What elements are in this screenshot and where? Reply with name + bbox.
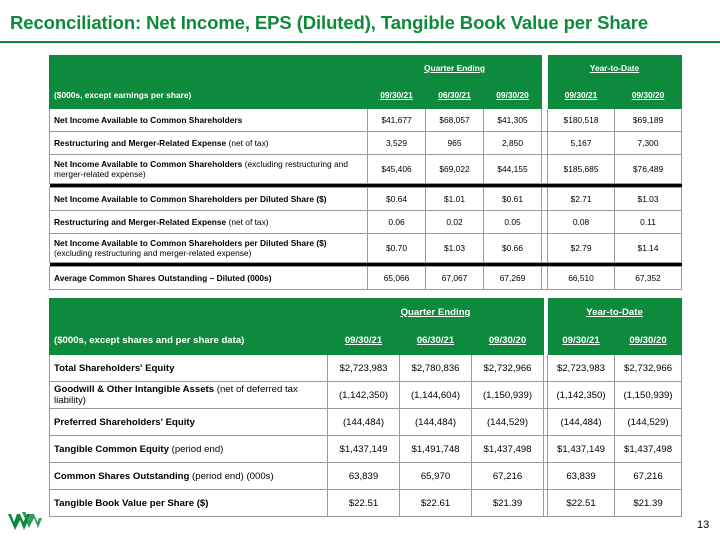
table2-col-header: 09/30/20 bbox=[472, 326, 544, 355]
table-cell: $1.03 bbox=[615, 188, 682, 211]
table2-col-header: 06/30/21 bbox=[400, 326, 472, 355]
table2-col-header: 09/30/21 bbox=[548, 326, 615, 355]
table-cell: $2,780,836 bbox=[400, 355, 472, 382]
table-cell: 63,839 bbox=[328, 463, 400, 490]
table-cell: $1,437,149 bbox=[548, 436, 615, 463]
row-label: Total Shareholders' Equity bbox=[50, 355, 328, 382]
table-cell: $44,155 bbox=[484, 155, 542, 184]
table-cell: 67,269 bbox=[484, 267, 542, 290]
table-cell: $1,437,149 bbox=[328, 436, 400, 463]
table-cell: $41,677 bbox=[368, 109, 426, 132]
table-cell: $1,491,748 bbox=[400, 436, 472, 463]
table-cell: $22.51 bbox=[328, 490, 400, 517]
table-cell: (144,529) bbox=[615, 409, 682, 436]
table-cell: $2,723,983 bbox=[548, 355, 615, 382]
table-cell: 67,216 bbox=[615, 463, 682, 490]
table-cell: 67,216 bbox=[472, 463, 544, 490]
table-row bbox=[50, 155, 682, 184]
table-cell: $1.14 bbox=[615, 234, 682, 263]
table-cell: $41,305 bbox=[484, 109, 542, 132]
row-label: Average Common Shares Outstanding – Diluted (000s) bbox=[50, 267, 368, 290]
table1-column-header-row bbox=[50, 81, 682, 109]
table2-header-label: ($000s, except shares and per share data) bbox=[50, 326, 328, 355]
row-label: Restructuring and Merger-Related Expense (net of tax) bbox=[50, 211, 368, 234]
table-cell: 65,970 bbox=[400, 463, 472, 490]
table-cell: $22.51 bbox=[548, 490, 615, 517]
table-cell: 0.08 bbox=[548, 211, 615, 234]
table-cell: 965 bbox=[426, 132, 484, 155]
table-cell: $0.64 bbox=[368, 188, 426, 211]
table-row bbox=[50, 234, 682, 263]
row-label: Net Income Available to Common Shareholders per Diluted Share ($) bbox=[50, 188, 368, 211]
table-cell: $1.03 bbox=[426, 234, 484, 263]
table-row bbox=[50, 382, 682, 409]
table-row bbox=[50, 409, 682, 436]
table-row bbox=[50, 267, 682, 290]
table-cell: $21.39 bbox=[615, 490, 682, 517]
table-cell: $0.70 bbox=[368, 234, 426, 263]
table-row bbox=[50, 109, 682, 132]
table-cell: $22.61 bbox=[400, 490, 472, 517]
table1-col-header: 06/30/21 bbox=[426, 81, 484, 109]
table-cell: (144,484) bbox=[548, 409, 615, 436]
table-cell: $0.66 bbox=[484, 234, 542, 263]
table-cell: $180,518 bbox=[548, 109, 615, 132]
table-cell: $2.71 bbox=[548, 188, 615, 211]
table-cell: 67,352 bbox=[615, 267, 682, 290]
table1-col-header: 09/30/20 bbox=[484, 81, 542, 109]
row-label: Net Income Available to Common Shareholders per Diluted Share ($) (excluding restructuring and merger-related expense) bbox=[50, 234, 368, 263]
table-cell: $1.01 bbox=[426, 188, 484, 211]
row-label: Tangible Book Value per Share ($) bbox=[50, 490, 328, 517]
row-label: Net Income Available to Common Shareholders bbox=[50, 109, 368, 132]
table2-col-header: 09/30/20 bbox=[615, 326, 682, 355]
net-income-eps-table bbox=[49, 55, 682, 290]
table1-col-header: 09/30/21 bbox=[548, 81, 615, 109]
table-cell: 0.11 bbox=[615, 211, 682, 234]
table-cell: $0.61 bbox=[484, 188, 542, 211]
table-cell: $1,437,498 bbox=[472, 436, 544, 463]
table-row bbox=[50, 355, 682, 382]
table1-group-header-row bbox=[50, 56, 682, 81]
table-cell: $76,489 bbox=[615, 155, 682, 184]
table1-group-ytd: Year-to-Date bbox=[548, 56, 682, 81]
table-cell: (144,484) bbox=[328, 409, 400, 436]
table-cell: $2,723,983 bbox=[328, 355, 400, 382]
table-row bbox=[50, 463, 682, 490]
table-row bbox=[50, 436, 682, 463]
table-cell: $1,437,498 bbox=[615, 436, 682, 463]
title-underline bbox=[0, 41, 720, 43]
row-label: Restructuring and Merger-Related Expense (net of tax) bbox=[50, 132, 368, 155]
table-row bbox=[50, 132, 682, 155]
table-cell: (144,484) bbox=[400, 409, 472, 436]
table1-header-label: ($000s, except earnings per share) bbox=[50, 81, 368, 109]
row-label: Preferred Shareholders' Equity bbox=[50, 409, 328, 436]
table-cell: 63,839 bbox=[548, 463, 615, 490]
table-cell: (1,150,939) bbox=[615, 382, 682, 409]
table-row bbox=[50, 188, 682, 211]
table-cell: 5,167 bbox=[548, 132, 615, 155]
table-cell: $45,406 bbox=[368, 155, 426, 184]
table-cell: 7,300 bbox=[615, 132, 682, 155]
row-label: Goodwill & Other Intangible Assets (net of deferred tax liability) bbox=[50, 382, 328, 409]
table-cell: $68,057 bbox=[426, 109, 484, 132]
table-row bbox=[50, 490, 682, 517]
table-cell: $69,022 bbox=[426, 155, 484, 184]
table-cell: $21.39 bbox=[472, 490, 544, 517]
table2-group-quarter: Quarter Ending bbox=[328, 299, 544, 326]
table-cell: 65,066 bbox=[368, 267, 426, 290]
table-cell: 0.06 bbox=[368, 211, 426, 234]
row-label: Net Income Available to Common Shareholders (excluding restructuring and merger-related expense) bbox=[50, 155, 368, 184]
table1-col-header: 09/30/20 bbox=[615, 81, 682, 109]
table-cell: 3,529 bbox=[368, 132, 426, 155]
table1-group-quarter: Quarter Ending bbox=[368, 56, 542, 81]
row-label: Tangible Common Equity (period end) bbox=[50, 436, 328, 463]
table-cell: 0.02 bbox=[426, 211, 484, 234]
page-number: 13 bbox=[697, 519, 710, 531]
table2-group-header-row bbox=[50, 299, 682, 326]
tangible-book-value-table bbox=[49, 298, 682, 517]
table1-col-header: 09/30/21 bbox=[368, 81, 426, 109]
table-cell: $185,685 bbox=[548, 155, 615, 184]
table-cell: $2,732,966 bbox=[472, 355, 544, 382]
table-cell: (1,144,604) bbox=[400, 382, 472, 409]
table2-column-header-row bbox=[50, 326, 682, 355]
page-title: Reconciliation: Net Income, EPS (Diluted), Tangible Book Value per Share bbox=[10, 12, 649, 33]
table-cell: (144,529) bbox=[472, 409, 544, 436]
table-cell: (1,142,350) bbox=[548, 382, 615, 409]
table-row bbox=[50, 211, 682, 234]
table-cell: 0.05 bbox=[484, 211, 542, 234]
table-cell: (1,142,350) bbox=[328, 382, 400, 409]
table-cell: $69,189 bbox=[615, 109, 682, 132]
table-cell: $2,732,966 bbox=[615, 355, 682, 382]
table-cell: 67,067 bbox=[426, 267, 484, 290]
table-cell: (1,150,939) bbox=[472, 382, 544, 409]
table2-col-header: 09/30/21 bbox=[328, 326, 400, 355]
table-cell: 66,510 bbox=[548, 267, 615, 290]
table2-group-ytd: Year-to-Date bbox=[548, 299, 682, 326]
table-cell: $2.79 bbox=[548, 234, 615, 263]
wintrust-w-logo-icon bbox=[6, 508, 42, 534]
table-cell: 2,850 bbox=[484, 132, 542, 155]
row-label: Common Shares Outstanding (period end) (000s) bbox=[50, 463, 328, 490]
